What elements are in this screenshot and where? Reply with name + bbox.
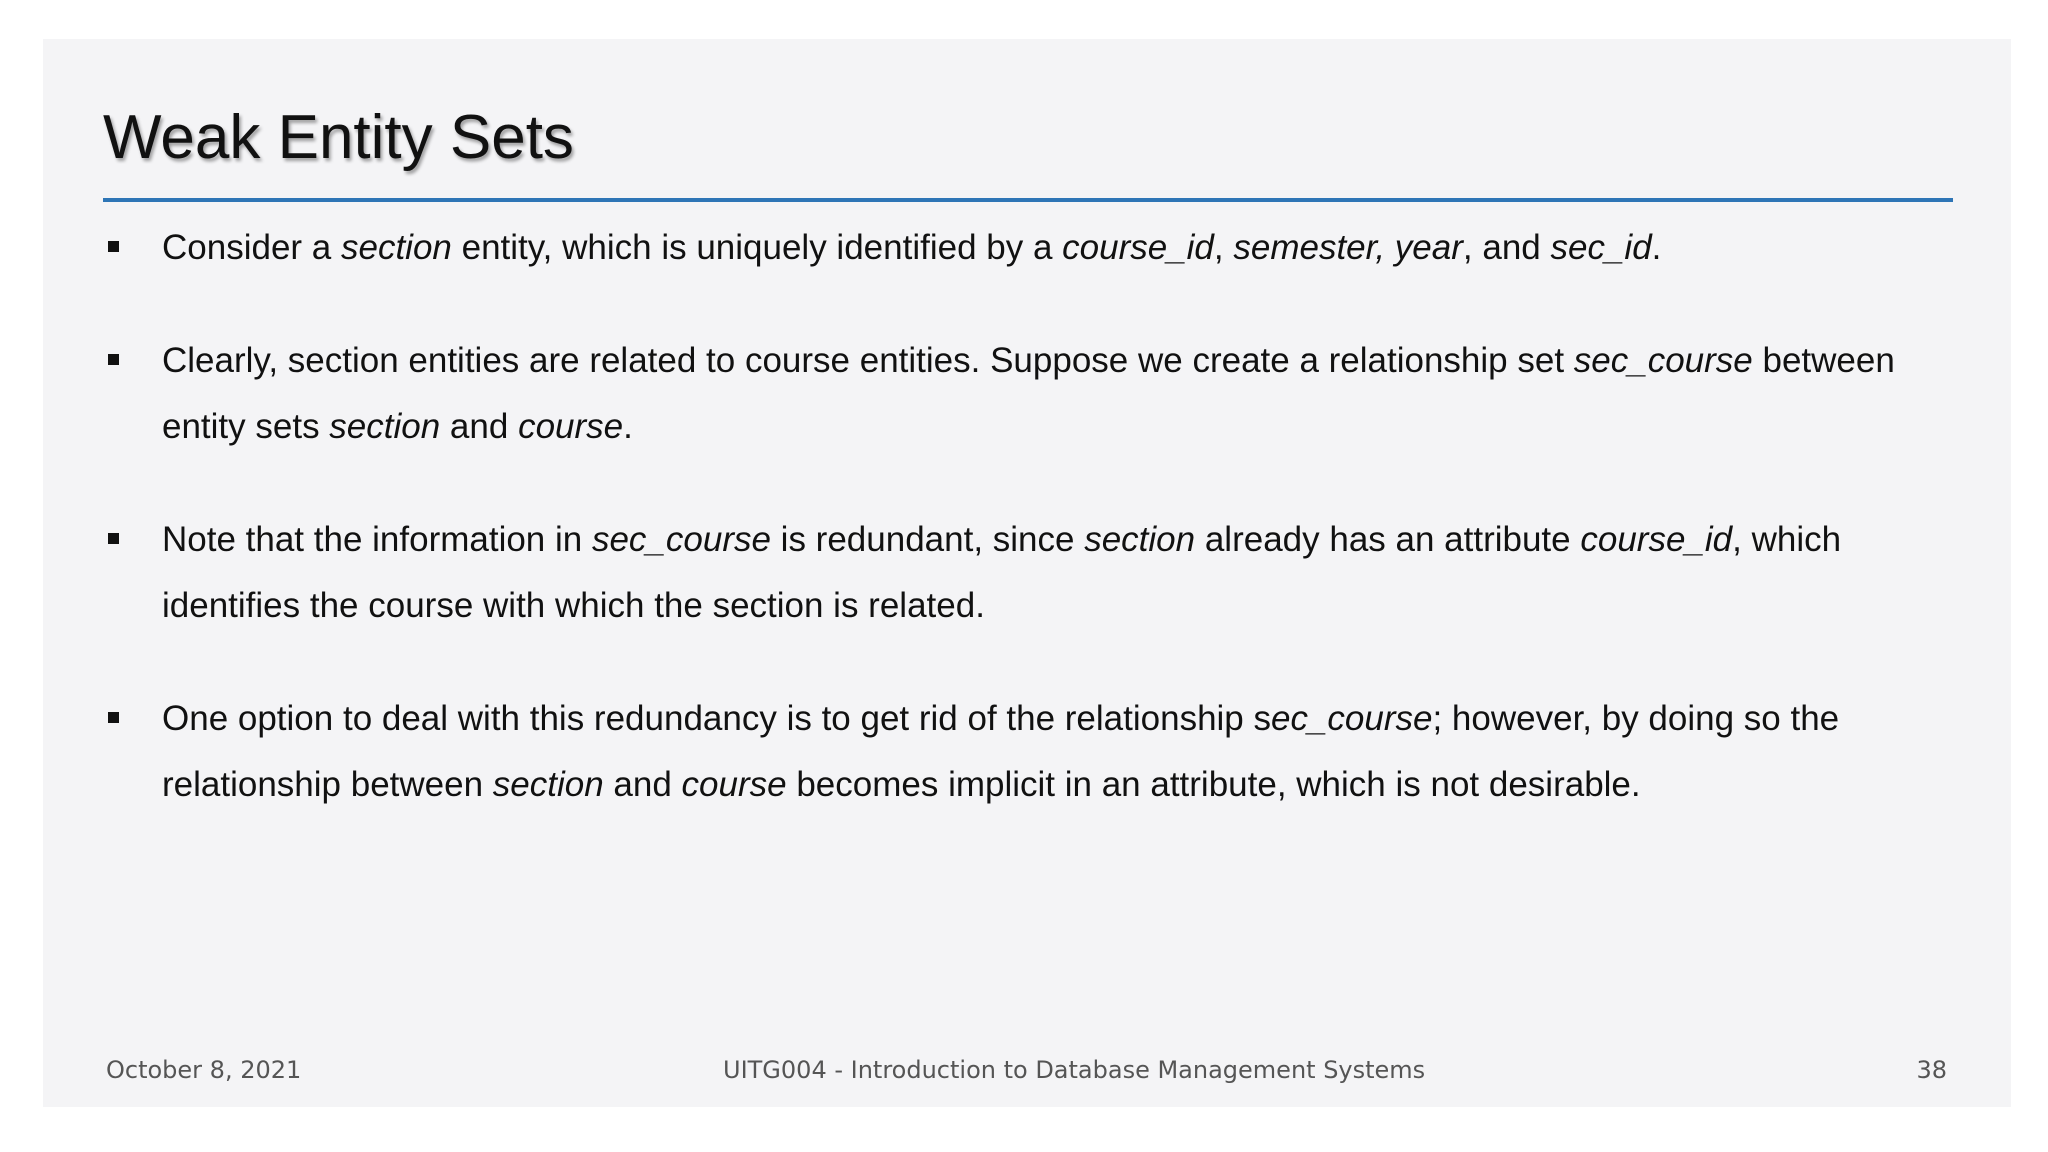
italic-term: ec_course [1271,699,1433,738]
footer-course-title: UITG004 - Introduction to Database Management Systems [723,1056,1426,1084]
bullet-text [162,228,1661,267]
bullet-text [162,341,1895,446]
italic-term: course [681,765,787,804]
text-run: ; however, by doing so the relationship between [162,699,1840,804]
text-run: , and [1462,228,1551,267]
italic-term: sec_course [591,520,771,559]
italic-term: section [340,228,452,267]
slide-title: Weak Entity Sets [103,103,574,172]
slide [43,39,2011,1107]
text-run: becomes implicit in an attribute, which is not desirable. [786,765,1641,804]
text-run: already has an attribute [1195,520,1581,559]
text-run: and [603,765,682,804]
square-bullet-icon [108,712,119,723]
footer-page-number: 38 [1916,1056,1947,1084]
italic-term: course_id [1062,228,1214,267]
title-underline [103,198,1953,202]
italic-term: section [492,765,604,804]
text-run: between entity sets [162,341,1895,446]
italic-term: sec_id [1550,228,1652,267]
bullet-list [103,215,1963,865]
italic-term: course [518,407,624,446]
italic-term: semester, year [1233,228,1463,267]
bullet-text [162,699,1839,804]
text-run: . [623,407,633,446]
square-bullet-icon [108,241,119,252]
text-run: Consider a [162,228,341,267]
square-bullet-icon [108,354,119,365]
footer-date: October 8, 2021 [106,1056,302,1084]
bullet-item [103,215,1963,281]
text-run: Note that the information in [162,520,592,559]
square-bullet-icon [108,533,119,544]
text-run: . [1651,228,1662,267]
text-run: , [1213,228,1234,267]
text-run: One option to deal with this redundancy is to get rid of the relationship s [162,699,1271,738]
italic-term: section [1084,520,1196,559]
text-run: and [440,407,519,446]
text-run: , which identifies the course with which the section is related. [162,520,1842,625]
text-run: entity, which is uniquely identified by a [451,228,1063,267]
bullet-item [103,328,1963,460]
bullet-item [103,507,1963,639]
italic-term: section [329,407,441,446]
bullet-text [162,520,1841,625]
italic-term: sec_course [1573,341,1753,380]
text-run: is redundant, since [770,520,1085,559]
bullet-item [103,686,1963,818]
italic-term: course_id [1580,520,1733,559]
text-run: Clearly, section entities are related to course entities. Suppose we create a relationship set [162,341,1574,380]
